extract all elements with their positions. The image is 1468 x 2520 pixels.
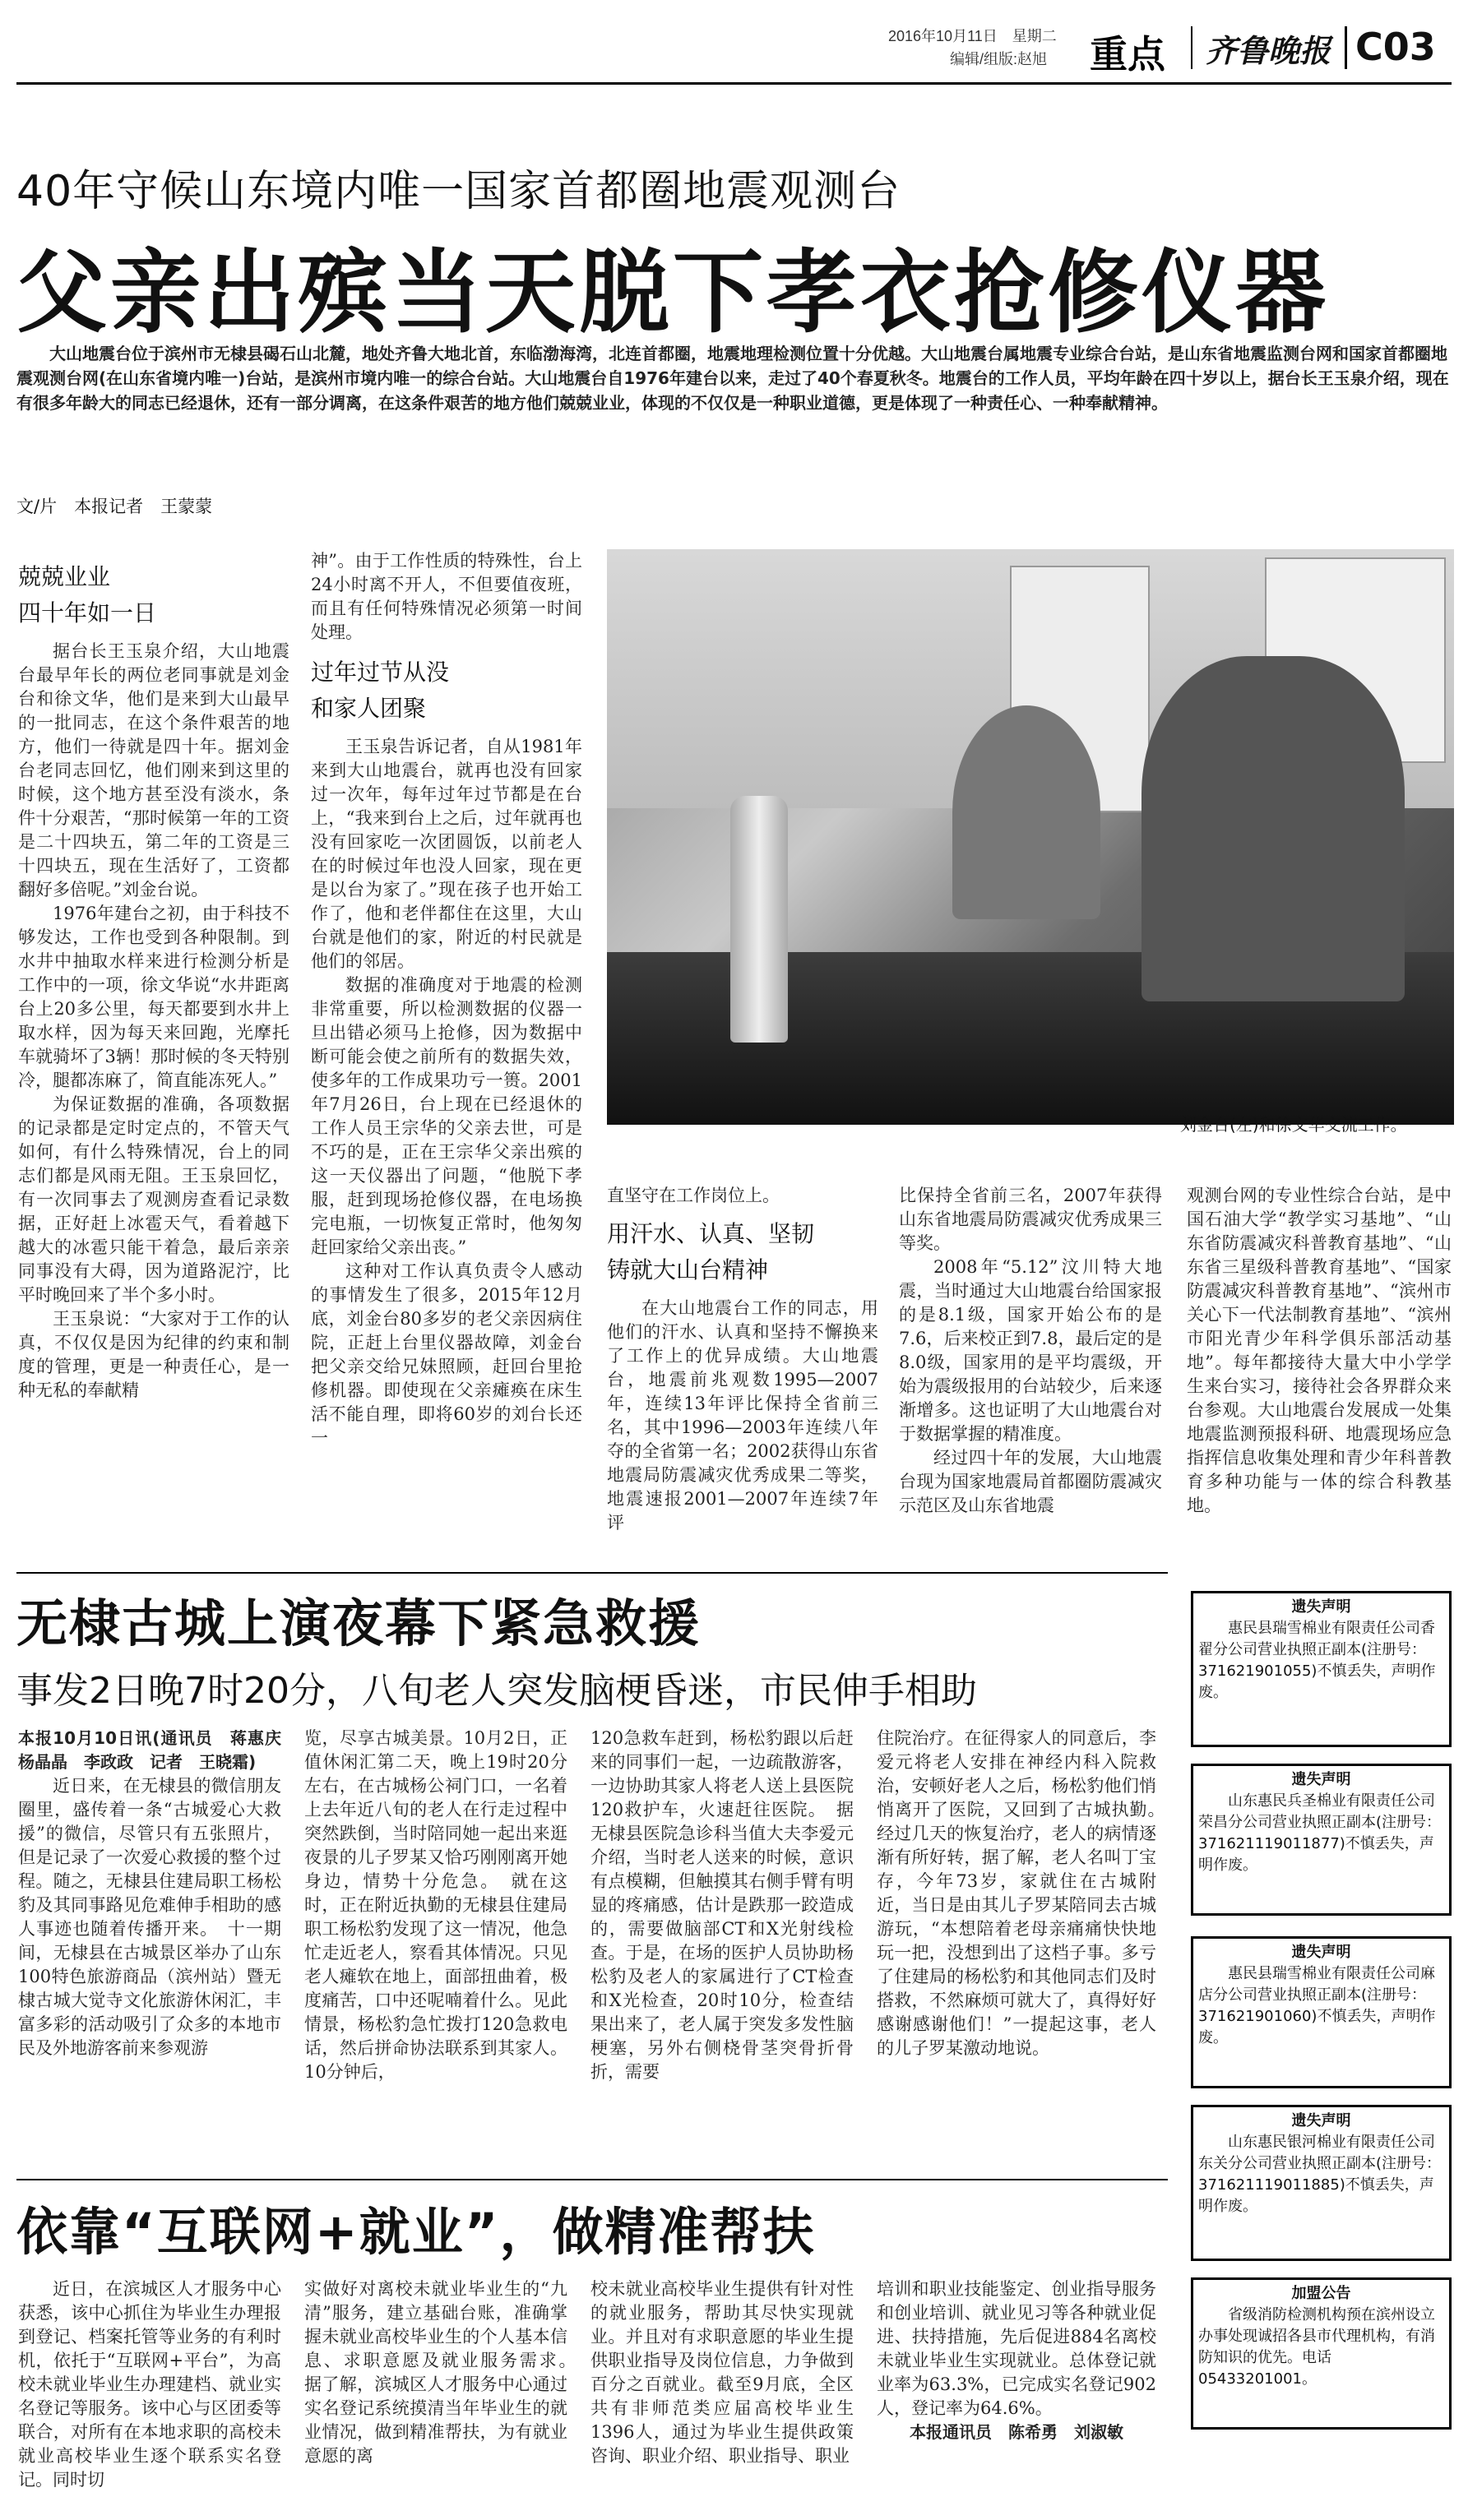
- dateline: 本报10月10日讯(通讯员 蒋惠庆 杨晶晶 李政政 记者 王晓霜): [18, 1728, 298, 1772]
- paragraph: 2008年“5.12”汶川特大地震，当时通过大山地震台给国家报的是8.1级，国家开始公布的是7.6，后来校正到7.8，最后定的是8.0级，国家用的是平均震级，开始为震级报用的台站较少，后来逐渐增多。这也证明了大山地震台对于数据掌握的精准度。: [899, 1257, 1162, 1444]
- article1-headline: 父亲出殡当天脱下孝衣抢修仪器: [16, 240, 1329, 345]
- editor-credit: 编辑/组版:赵旭: [950, 51, 1048, 67]
- body-text: [18, 640, 289, 1403]
- article1-lead: 大山地震台位于滨州市无棣县碣石山北麓，地处齐鲁大地北首，东临渤海湾，北连首都圈，地震地理检测位置十分优越。大山地震台属地震专业综合台站，是山东省地震监测台网和国家首都圈地震观测台网(在山东省境内唯一)台站，是滨州市境内唯一的综合台站。大山地震台自1976年建台以来，走过了40个春夏秋冬。地震台的工作人员，平均年龄在四十岁以上，据台长王玉泉介绍，现在有很多年龄大的同志已经退休，还有一部分调离，在这条件艰苦的地方他们兢兢业业，体现的不仅仅是一种职业道德，更是体现了一种责任心、一种奉献精神。: [16, 344, 1449, 413]
- notice-title: 遗失声明: [1291, 1771, 1351, 1788]
- photo-water-bottle: [730, 796, 788, 1043]
- section-title: 重点: [1090, 32, 1165, 76]
- photo-person-right: [1142, 656, 1405, 1001]
- body-text: [311, 549, 582, 645]
- notice-body: 山东惠民兵圣棉业有限责任公司荣昌分公司营业执照正副本(注册号：371621119011877)不慎丢失，声明作废。: [1198, 1792, 1442, 1874]
- paragraph: 经过四十年的发展，大山地震台现为国家地震局首都圈防震减灾示范区及山东省地震: [899, 1448, 1162, 1515]
- paragraph: 王玉泉说：“大家对于工作的认真，不仅仅是因为纪律的约束和制度的管理，更是一种责任心，是一种无私的奉献精: [18, 1309, 289, 1400]
- article3-column-1: [18, 2277, 281, 2508]
- header-divider: [1191, 26, 1192, 69]
- notice-title: 遗失声明: [1291, 1598, 1351, 1616]
- paragraph: 在大山地震台工作的同志，用他们的汗水、认真和坚持不懈换来了工作上的优异成绩。大山地震台，地震前兆观数1995—2007年，连续13年评比保持全省前三名，其中1996—2003年连续八年夺的全省第一名；2002获得山东省地震局防震减灾优秀成果二等奖，地震速报2001—2007年连续7年评: [607, 1298, 878, 1533]
- issue-date: 2016年10月11日 星期二: [888, 28, 1057, 44]
- article2-column-2: [304, 1727, 567, 2171]
- section-divider: [16, 1572, 1168, 1574]
- page-number: C03: [1355, 25, 1436, 69]
- paragraph: 近日，在滨城区人才服务中心获悉，该中心抓住为毕业生办理报到登记、档案托管等业务的有利时机，依托于“互联网+平台”，为高校未就业毕业生办理建档、就业实名登记等服务。该中心与区团委等联合，对所有在本地求职的高校未就业高校毕业生逐个联系实名登记。同时切: [18, 2279, 281, 2490]
- article3-column-2: [304, 2277, 585, 2508]
- paragraph: 比保持全省前三名，2007年获得山东省地震局防震减灾优秀成果三等奖。: [899, 1186, 1162, 1253]
- article1-photo: [607, 549, 1454, 1125]
- article2-headline: 无棣古城上演夜幕下紧急救援: [16, 1593, 702, 1653]
- newspaper-logo: 齐鲁晚报: [1205, 31, 1331, 69]
- article1-column-1: [18, 559, 289, 1562]
- paragraph: 120急救车赶到，杨松豹跟以后赶来的同事们一起，一边疏散游客，一边协助其家人将老人送上县医院120救护车，火速赶往医院。 据无棣县医院急诊科当值大夫李爱元介绍，当时老人送来的时候，意识有点模糊，但触摸其右侧手臂有明显的疼痛感，估计是跌那一跤造成的，需要做脑部CT和X光射线检查。于是，在场的医护人员协助杨松豹及老人的家属进行了CT检查和X光检查，20时10分，检查结果出来了，老人属于突发多发性脑梗塞，另外右侧桡骨茎突骨折骨折，需要: [590, 1728, 854, 2082]
- notice-title: 加盟公告: [1291, 2285, 1351, 2302]
- article1-column-3: [607, 1184, 878, 1562]
- notice-box: [1191, 1936, 1452, 2088]
- paragraph: 这种对工作认真负责令人感动的事情发生了很多，2015年12月底，刘金台80多岁的老父亲因病住院，正赶上台里仪器故障，刘金台把父亲交给兄妹照顾，赶回台里抢修机器。即使现在父亲瘫痪在床生活不能自理，即将60岁的刘台长还一: [311, 1261, 582, 1448]
- article1-column-5: [1187, 1184, 1452, 1562]
- paragraph: 王玉泉告诉记者，自从1981年来到大山地震台，就再也没有回家过一次年，每年过年过节都是在台上，“我来到台上之后，过年就再也没有回家吃一次团圆饭，以前老人在的时候过年也没人回家，现在更是以台为家了。”现在孩子也开始工作了，他和老伴都住在这里，大山台就是他们的家，附近的村民就是他们的邻居。: [311, 737, 582, 971]
- header-divider: [1345, 26, 1347, 69]
- notice-body: 山东惠民银河棉业有限责任公司东关分公司营业执照正副本(注册号：371621119011885)不慎丢失，声明作废。: [1198, 2134, 1442, 2215]
- notice-box: [1191, 2105, 1452, 2261]
- paragraph: 近日来，在无棣县的微信朋友圈里，盛传着一条“古城爱心大救援”的微信，尽管只有五张照片，但是记录了一次爱心救援的整个过程。随之，无棣县住建局职工杨松豹及其同事路见危难伸手相助的感人事迹也随着传播开来。 十一期间，无棣县在古城景区举办了山东100特色旅游商品（滨州站）暨无棣古城大觉寺文化旅游休闲汇，丰富多彩的活动吸引了众多的本地市民及外地游客前来参观游: [18, 1776, 281, 2058]
- notice-box: [1191, 2277, 1452, 2430]
- notice-title: 遗失声明: [1291, 1944, 1351, 1961]
- paragraph: 据台长王玉泉介绍，大山地震台最早年长的两位老同事就是刘金台和徐文华，他们是来到大山最早的一批同志，在这个条件艰苦的地方，他们一待就是四十年。据刘金台老同志回忆，他们刚来到这里的时候，这个地方甚至没有淡水，条件十分艰苦，“那时候第一年的工资是二十四块五，第二年的工资是三十四块五，现在生活好了，工资都翻好多倍呢。”刘金台说。: [18, 641, 289, 899]
- article1-kicker: 40年守候山东境内唯一国家首都圈地震观测台: [16, 167, 901, 216]
- section-divider: [16, 2179, 1168, 2180]
- paragraph: 1976年建台之初，由于科技不够发达，工作也受到各种限制。到水井中抽取水样来进行检测分析是工作中的一项，徐文华说“水井距离台上20多公里，每天都要到水井上取水样，因为每天来回跑，光摩托车就骑坏了3辆！那时候的冬天特别冷，腿都冻麻了，简直能冻死人。”: [18, 904, 289, 1090]
- body-text: [311, 735, 582, 1450]
- article2-column-1: [18, 1727, 298, 2171]
- subheading: 和家人团聚: [311, 695, 427, 722]
- paragraph: 住院治疗。在征得家人的同意后，李爱元将老人安排在神经内科入院救治，安顿好老人之后，杨松豹他们悄悄离开了医院，又回到了古城执勤。 经过几天的恢复治疗，老人的病情逐渐有所好转，据了解，老人名叫丁宝存，今年73岁，家就住在古城附近，当日是由其儿子罗某陪同去古城游玩，“本想陪着老母亲痛痛快快地玩一把，没想到出了这档子事。多亏了住建局的杨松豹和其他同志们及时搭救，不然麻烦可就大了，真得好好感谢感谢他们！”一提起这事，老人的儿子罗某激动地说。: [877, 1728, 1174, 2058]
- paragraph: 数据的准确度对于地震的检测非常重要，所以检测数据的仪器一旦出错必须马上抢修，因为数据中断可能会使之前所有的数据失效，使多年的工作成果功亏一篑。2001年7月26日，台上现在已经退休的工作人员王宗华的父亲去世，可是不巧的是，正在王宗华父亲出殡的这一天仪器出了问题，“他脱下孝服，赶到现场抢修仪器，在电场换完电瓶，一切恢复正常时，他匆匆赶回家给父亲出丧。”: [311, 975, 582, 1257]
- subheading: 过年过节从没: [311, 659, 450, 686]
- article3-byline: 本报通讯员 陈希勇 刘淑敏: [910, 2422, 1123, 2442]
- notice-box: [1191, 1591, 1452, 1747]
- top-rule: [16, 82, 1452, 85]
- notice-body: 省级消防检测机构预在滨州设立办事处现诚招各县市代理机构，有消防知识的优先。电话05433201001。: [1198, 2306, 1435, 2388]
- article3-headline: 依靠“互联网+就业”，做精准帮扶: [16, 2202, 816, 2262]
- paragraph: 神”。由于工作性质的特殊性，台上24小时离不开人，不但要值夜班，而且有任何特殊情况必须第一时间处理。: [311, 551, 582, 642]
- paragraph: 校未就业高校毕业生提供有针对性的就业服务，帮助其尽快实现就业。并且对有求职意愿的毕业生提供职业指导及岗位信息，力争做到百分之百就业。截至9月底，全区共有非师范类应届高校毕业生1396人，通过为毕业生提供政策咨询、职业介绍、职业指导、职业: [590, 2279, 854, 2466]
- body-text: [877, 2277, 1156, 2421]
- body-text: [18, 1774, 281, 2060]
- photo-caption: 刘金台(左)和徐文华交流工作。: [1180, 1115, 1407, 1135]
- notice-body: 惠民县瑞雪棉业有限责任公司麻店分公司营业执照正副本(注册号：371621901060)不慎丢失，声明作废。: [1198, 1965, 1436, 2046]
- article2-subhead: 事发2日晚7时20分，八旬老人突发脑梗昏迷，市民伸手相助: [16, 1670, 977, 1712]
- article1-column-4: [899, 1184, 1162, 1562]
- subheading: 四十年如一日: [18, 599, 157, 627]
- notice-title: 遗失声明: [1291, 2112, 1351, 2129]
- paragraph: 直坚守在工作岗位上。: [607, 1186, 780, 1205]
- paragraph: 观测台网的专业性综合台站，是中国石油大学“教学实习基地”、“山东省防震减灾科普教育基地”、“山东省三星级科普教育基地”、“国家防震减灾科普教育基地”、“滨州市关心下一代法制教育基地”、“滨州市阳光青少年科学俱乐部活动基地”。每年都接待大量大中小学学生来台实习，接待社会各界群众来台参观。大山地震台发展成一处集地震监测预报科研、地震现场应急指挥信息收集处理和青少年科普教育多种功能与一体的综合科教基地。: [1187, 1186, 1452, 1515]
- article1-column-2: [311, 549, 582, 1562]
- body-text: [607, 1184, 878, 1208]
- article1-byline: 文/片 本报记者 王蒙蒙: [16, 497, 213, 516]
- article2-column-4: [877, 1727, 1174, 2171]
- subheading: 兢兢业业: [18, 563, 111, 590]
- paragraph: 培训和职业技能鉴定、创业指导服务和创业培训、就业见习等各种就业促进、扶持措施，先后促进884名离校未就业毕业生实现就业。总体登记就业率为63.3%，已完成实名登记902人，登记率为64.6%。: [877, 2279, 1156, 2418]
- paragraph: 览，尽享古城美景。10月2日，正值休闲汇第二天，晚上19时20分左右，在古城杨公祠门口，一名着上去年近八旬的老人在行走过程中突然跌倒，当时陪同她一起出来逛夜景的儿子罗某又恰巧刚刚离开她身边，情势十分危急。 就在这时，正在附近执勤的无棣县住建局职工杨松豹发现了这一情况，他急忙走近老人，察看其体情况。只见老人瘫软在地上，面部扭曲着，极度痛苦，口中还呢喃着什么。见此情景，杨松豹急忙拨打120急救电话，然后拼命协法联系到其家人。10分钟后，: [304, 1728, 567, 2082]
- subheading: 铸就大山台精神: [607, 1256, 769, 1283]
- article3-column-3: [590, 2277, 854, 2508]
- body-text: [607, 1297, 878, 1535]
- subheading: 用汗水、认真、坚韧: [607, 1220, 815, 1247]
- paragraph: 实做好对离校未就业毕业生的“九清”服务，建立基础台账，准确掌握未就业高校毕业生的个人基本信息、求职意愿及就业服务需求。 据了解，滨城区人才服务中心通过实名登记系统摸清当年毕业生的就业情况，做到精准帮扶，为有就业意愿的离: [304, 2279, 585, 2466]
- paragraph: 为保证数据的准确，各项数据的记录都是定时定点的，不管天气如何，有什么特殊情况，台上的同志们都是风雨无阻。王玉泉回忆，有一次同事去了观测房查看记录数据，正好赶上冰雹天气，看着越下越大的冰雹只能干着急，最后亲亲同事没有大碍，因为道路泥泞，比平时晚回来了半个多小时。: [18, 1094, 289, 1305]
- notice-box: [1191, 1764, 1452, 1916]
- article2-column-3: [590, 1727, 854, 2171]
- article3-column-4: [877, 2277, 1156, 2516]
- notice-body: 惠民县瑞雪棉业有限责任公司香翟分公司营业执照正副本(注册号：371621901055)不慎丢失，声明作废。: [1198, 1620, 1436, 1701]
- photo-person-left: [952, 705, 1100, 919]
